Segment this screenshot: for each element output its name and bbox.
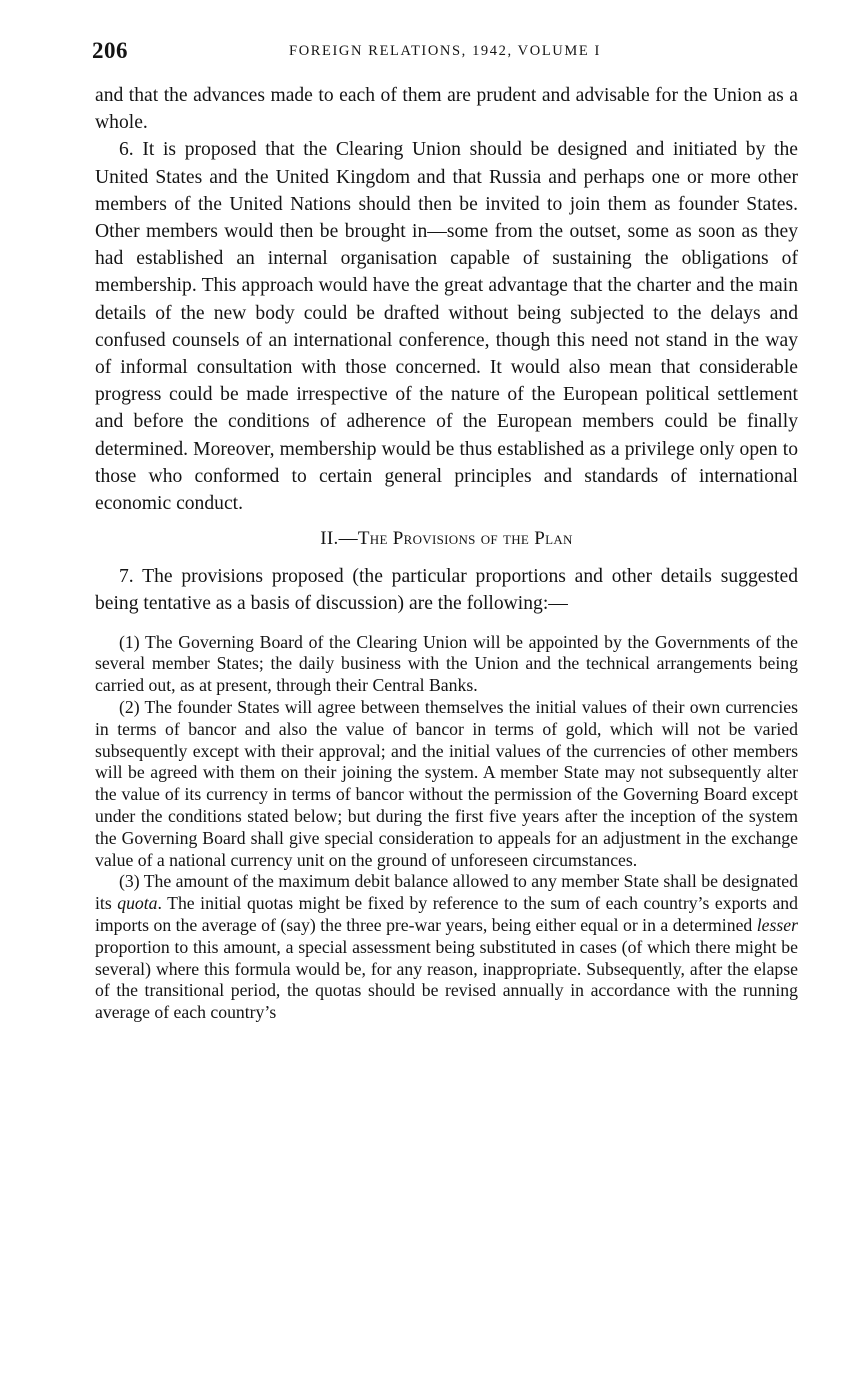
provision-1: (1) The Governing Board of the Clearing Union will be appointed by the Governments of the several member States; the daily business with the Union and the technical arrangements being carried out, as at present, through their Central Banks. bbox=[95, 631, 798, 696]
body-text bbox=[95, 82, 798, 1024]
section-title: The Provisions of the Plan bbox=[357, 528, 573, 550]
running-title: FOREIGN RELATIONS, 1942, VOLUME I bbox=[289, 43, 601, 59]
provision-3-italic-quota: quota bbox=[117, 893, 158, 914]
provision-3-text-a: (3) The amount of the maximum debit balance allowed to any member State shall be designated its bbox=[95, 871, 798, 914]
provision-2: (2) The founder States will agree between themselves the initial values of their own currencies in terms of bancor and also the value of bancor in terms of gold, which will not be varied subsequently except with their approval; and the initial values of the currencies of other members will be agreed with them on their joining the system. A member State may not subsequently alter the value of its currency in terms of bancor without the permission of the Governing Board except under the conditions stated below; but during the first five years after the inception of the system the Governing Board shall give special consideration to appeals for an adjustment in the exchange value of a national currency unit on the ground of unforeseen circumstances. bbox=[95, 697, 798, 870]
section-number: II.— bbox=[320, 528, 358, 550]
provision-3-text-c: proportion to this amount, a special assessment being substituted in cases (of which there might be several) where this formula would be, for any reason, inappropriate. Subsequently, after the elapse of the transitional period, the quotas should be revised annually in accordance with the running average of each country’s bbox=[95, 936, 798, 1023]
provision-3-italic-lesser: lesser bbox=[756, 915, 798, 936]
provision-3-text-b: . The initial quotas might be fixed by reference to the sum of each country’s exports and imports on the average of (say) the three pre-war years, being either equal or in a determined bbox=[95, 893, 798, 936]
page-header bbox=[92, 38, 798, 68]
paragraph-continuation: and that the advances made to each of them are prudent and advisable for the Union as a whole. bbox=[95, 85, 798, 134]
section-heading bbox=[95, 525, 798, 553]
paragraph-7: 7. The provisions proposed (the particular proportions and other details suggested being tentative as a basis of discussion) are the following:— bbox=[95, 566, 798, 615]
paragraph-6: 6. It is proposed that the Clearing Union should be designed and initiated by the United States and the United Kingdom and that Russia and perhaps one or more other members of the United Nations should then be invited to join them as founder States. Other members would then be brought in—some from the outset, some as soon as they had established an internal organisation capable of sustaining the obligations of membership. This approach would have the great advantage that the charter and the main details of the new body could be drafted without being subjected to the delays and confused counsels of an international conference, though this need not stand in the way of informal consultation with those concerned. It would also mean that considerable progress could be made irrespective of the nature of the European political settlement and before the conditions of adherence of the European members could be finally determined. Moreover, membership would be thus established as a privilege only open to those who conformed to certain general principles and standards of international economic conduct. bbox=[95, 139, 798, 515]
provision-3 bbox=[95, 871, 798, 1024]
page-number: 206 bbox=[92, 38, 128, 63]
provisions-list bbox=[95, 632, 798, 1024]
